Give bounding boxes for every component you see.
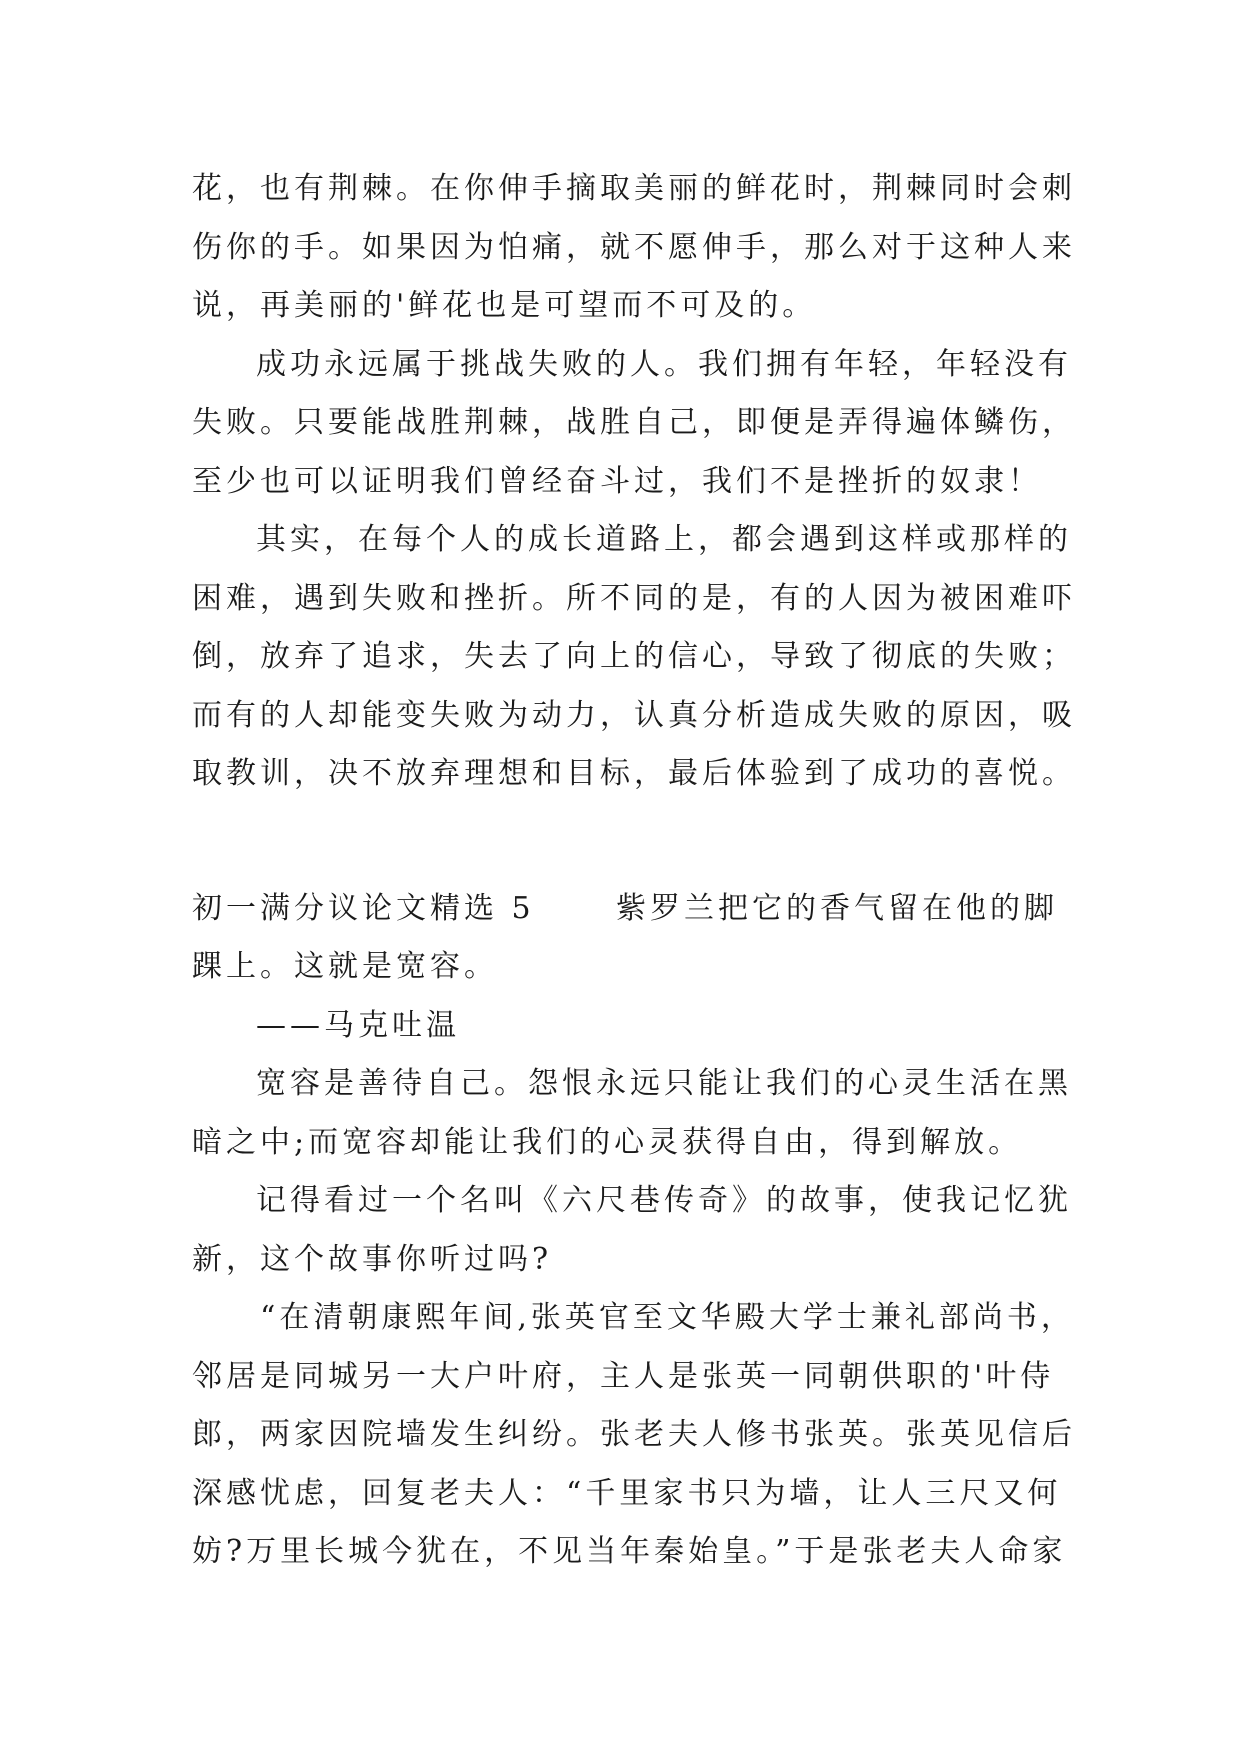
text-line: 倒，放弃了追求，失去了向上的信心，导致了彻底的失败； — [192, 639, 1076, 674]
text-line: 郎，两家因院墙发生纠纷。张老夫人修书张英。张英见信后 — [192, 1417, 1076, 1452]
text-line: 花，也有荆棘。在你伸手摘取美丽的鲜花时，荆棘同时会刺 — [192, 171, 1076, 206]
section-gap — [192, 804, 1052, 880]
text-line: 其实，在每个人的成长道路上，都会遇到这样或那样的 — [256, 522, 1072, 557]
text-line: 深感忧虑，回复老夫人：“千里家书只为墙，让人三尺又何 — [192, 1475, 1062, 1511]
epigraph-text: 踝上。这就是宽容。 — [192, 949, 498, 984]
text-line: 困难，遇到失败和挫折。所不同的是，有的人因为被困难吓 — [192, 580, 1076, 616]
paragraph-growth — [192, 511, 1076, 804]
section-heading-line — [192, 880, 1058, 939]
text-line: 宽容是善待自己。怨恨永远只能让我们的心灵生活在黑 — [256, 1066, 1072, 1101]
paragraph-tolerance — [192, 1055, 1072, 1172]
paragraph-thorns — [192, 160, 1076, 336]
text-line: 成功永远属于挑战失败的人。我们拥有年轻，年轻没有 — [256, 346, 1072, 382]
text-line: 伤你的手。如果因为怕痛，就不愿伸手，那么对于这种人来 — [192, 229, 1076, 265]
text-line: 取教训，决不放弃理想和目标，最后体验到了成功的喜悦。 — [192, 756, 1076, 791]
paragraph-success — [192, 336, 1076, 512]
text-line: 邻居是同城另一大户叶府，主人是张英一同朝供职的'叶侍 — [192, 1358, 1055, 1394]
paragraph-six-foot-lane — [192, 1289, 1076, 1582]
section-5 — [192, 880, 1058, 1056]
text-line: 至少也可以证明我们曾经奋斗过，我们不是挫折的奴隶！ — [192, 463, 1042, 499]
epigraph-text: 紫罗兰把它的香气留在他的脚 — [616, 890, 1058, 926]
document-body — [192, 160, 1076, 1582]
text-line: 失败。只要能战胜荆棘，战胜自己，即便是弄得遍体鳞伤， — [192, 405, 1076, 440]
text-line: 暗之中;而宽容却能让我们的心灵获得自由，得到解放。 — [192, 1124, 1023, 1160]
paragraph-story-intro — [192, 1172, 1072, 1289]
text-line: 说，再美丽的'鲜花也是可望而不可及的。 — [192, 288, 817, 323]
epigraph-attribution: ——马克吐温 — [256, 1007, 460, 1043]
text-line: 妨?万里长城今犹在，不见当年秦始皇。”于是张老夫人命家 — [192, 1534, 1067, 1569]
section-heading: 初一满分议论文精选 5 — [192, 890, 535, 926]
text-line: 记得看过一个名叫《六尺巷传奇》的故事，使我记忆犹 — [256, 1183, 1072, 1218]
text-line: “在清朝康熙年间,张英官至文华殿大学士兼礼部尚书， — [260, 1300, 1075, 1335]
text-line: 而有的人却能变失败为动力，认真分析造成失败的原因，吸 — [192, 697, 1076, 733]
text-line: 新，这个故事你听过吗? — [192, 1241, 553, 1277]
